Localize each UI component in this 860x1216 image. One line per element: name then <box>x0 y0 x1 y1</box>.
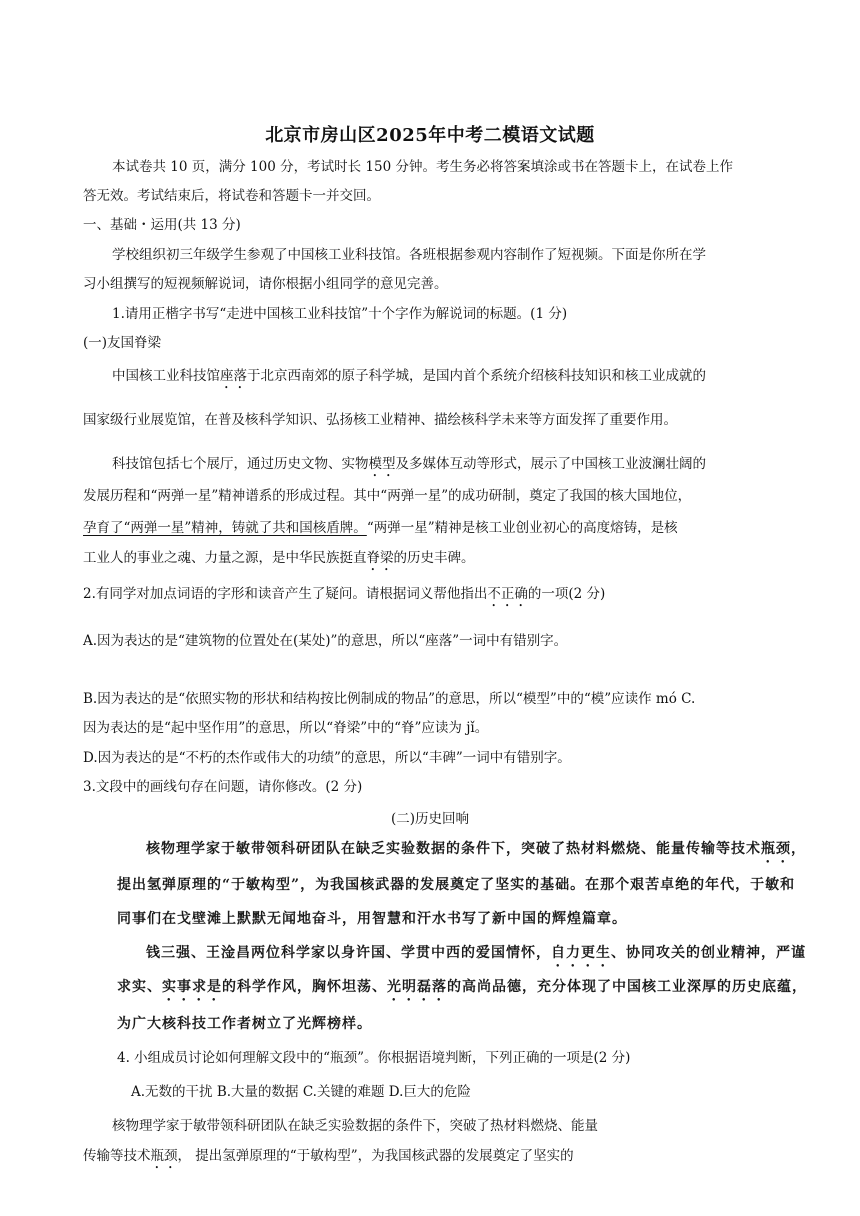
text-span: 求实、 <box>117 979 162 995</box>
text-span: 核物理学家于敏带领科研团队在缺乏实验数据的条件下，突破了热材料燃烧、能量传输等技术 <box>146 841 761 857</box>
text-span: 于北京西南郊的原子科学城，是国内首个系统介绍核科技知识和核工业成就的 <box>247 368 706 384</box>
part-2-heading: (二)历史回响 <box>390 811 470 827</box>
text-span: 的科学作风，胸怀坦荡、 <box>222 979 387 995</box>
dotted-word-zuoluo: 座落 <box>220 368 247 384</box>
instructions-line-2: 答无效。考试结束后，将试卷和答题卡一并交回。 <box>83 188 380 204</box>
text-span: 工业人的事业之魂、力量之源，是中华民族挺直 <box>83 550 367 566</box>
part-1-paragraph-2-line-1 <box>112 455 706 480</box>
part-1-paragraph-2-line-4 <box>83 549 475 574</box>
section-1-intro-line-1: 学校组织初三年级学生参观了中国核工业科技馆。各班根据参观内容制作了短视频。下面是你所在学 <box>112 247 706 263</box>
part-2-scanned-line-6: 为广大核科技工作者树立了光辉榜样。 <box>117 1016 372 1032</box>
text-span: 钱三强、王淦昌两位科学家以身许国、学贯中西的爱国情怀， <box>146 945 551 961</box>
dotted-word-pingjing: 瓶颈 <box>761 841 791 857</box>
text-span: ， <box>791 841 806 857</box>
question-2-option-a: A.因为表达的是“建筑物的位置处在(某处)”的意思，所以“座落”一词中有错别字。 <box>83 633 568 649</box>
question-4-options: A.无数的干扰 B.大量的数据 C.关键的难题 D.巨大的危险 <box>131 1084 471 1100</box>
part-2-scanned-line-5 <box>117 978 807 1004</box>
text-span: 及多媒体互动等形式，展示了中国核工业波澜壮阔的 <box>395 456 706 472</box>
dotted-word-buzhengque: 不正确 <box>487 586 528 602</box>
text-span: 中国核工业科技馆 <box>112 368 220 384</box>
part-2-scanned-line-1 <box>146 840 806 866</box>
part-1-paragraph-2-line-3 <box>83 519 678 537</box>
part-1-paragraph-1-line-1 <box>112 367 706 392</box>
question-2-option-b: B.因为表达的是“依照实物的形状和结构按比例制成的物品”的意思，所以“模型”中的“模”应读作 mó C. <box>83 691 696 707</box>
section-1-heading: 一、基础・运用(共 13 分) <box>83 217 241 233</box>
text-span: 的高尚品德，充分体现了中国核工业深厚的历史底蕴， <box>447 979 807 995</box>
dotted-word-jiliang: 脊梁 <box>366 550 394 566</box>
dotted-word-moxing: 模型 <box>368 456 396 472</box>
underlined-sentence: 孕育了“两弹一星”精神，铸就了共和国核盾牌。 <box>83 520 367 536</box>
part-1-heading: (一)友国脊梁 <box>83 335 162 351</box>
question-2-option-d: D.因为表达的是“不朽的杰作或伟大的功绩”的意思，所以“丰碑”一词中有错别字。 <box>83 750 571 766</box>
dotted-word-ziligengsheng: 自力更生 <box>551 945 611 961</box>
tail-line-1: 核物理学家于敏带领科研团队在缺乏实验数据的条件下，突破了热材料燃烧、能量 <box>112 1118 598 1134</box>
text-span: “两弹一星”精神是核工业创业初心的高度熔铸，是核 <box>366 520 678 536</box>
question-2-option-c: 因为表达的是“起中坚作用”的意思，所以“脊梁”中的“脊”应读为 jǐ。 <box>83 720 489 736</box>
text-span: 、协同攻关的创业精神，严谨 <box>611 945 806 961</box>
text-span: 的历史丰碑。 <box>393 550 475 566</box>
part-2-scanned-line-3: 同事们在戈壁滩上默默无闻地奋斗，用智慧和汗水书写了新中国的辉煌篇章。 <box>117 911 627 927</box>
question-1: 1.请用正楷字书写“走进中国核工业科技馆”十个字作为解说词的标题。(1 分) <box>112 306 568 322</box>
part-1-paragraph-1-line-2: 国家级行业展览馆，在普及核科学知识、弘扬核工业精神、描绘核科学未来等方面发挥了重要作用。 <box>83 412 677 428</box>
text-span: 科技馆包括七个展厅，通过历史文物、实物 <box>112 456 369 472</box>
dotted-word-shishiqiushi: 实事求是 <box>162 979 222 995</box>
part-2-scanned-line-4 <box>146 944 806 970</box>
text-span: 传输等技术 <box>83 1148 151 1164</box>
section-1-intro-line-2: 习小组撰写的短视频解说词，请你根据小组同学的意见完善。 <box>83 276 448 292</box>
tail-line-2 <box>83 1147 574 1172</box>
question-3: 3.文段中的画线句存在问题，请你修改。(2 分) <box>83 779 363 795</box>
question-4-stem: 4. 小组成员讨论如何理解文段中的“瓶颈”。你根据语境判断，下列正确的一项是(2 分) <box>117 1050 631 1066</box>
text-span: 的一项(2 分) <box>527 586 606 602</box>
part-1-paragraph-2-line-2: 发展历程和“两弹一星”精神谱系的形成过程。其中“两弹一星”的成功研制，奠定了我国的核大国地位， <box>83 488 692 504</box>
instructions-line-1: 本试卷共 10 页，满分 100 分，考试时长 150 分钟。考生务必将答案填涂或书在答题卡上，在试卷上作 <box>112 159 733 175</box>
part-2-scanned-line-2: 提出氢弹原理的“于敏构型”，为我国核武器的发展奠定了坚实的基础。在那个艰苦卓绝的年代，于敏和 <box>117 877 796 893</box>
dotted-word-guangmingleiluo: 光明磊落 <box>387 979 447 995</box>
question-2-stem <box>83 585 605 610</box>
dotted-word-pingjing-2: 瓶颈 <box>150 1148 178 1164</box>
page-title: 北京市房山区2025年中考二模语文试题 <box>265 125 595 146</box>
text-span: ， 提出氢弹原理的“于敏构型”，为我国核武器的发展奠定了坚实的 <box>177 1148 574 1164</box>
text-span: 2.有同学对加点词语的字形和读音产生了疑问。请根据词义帮他指出 <box>83 586 488 602</box>
